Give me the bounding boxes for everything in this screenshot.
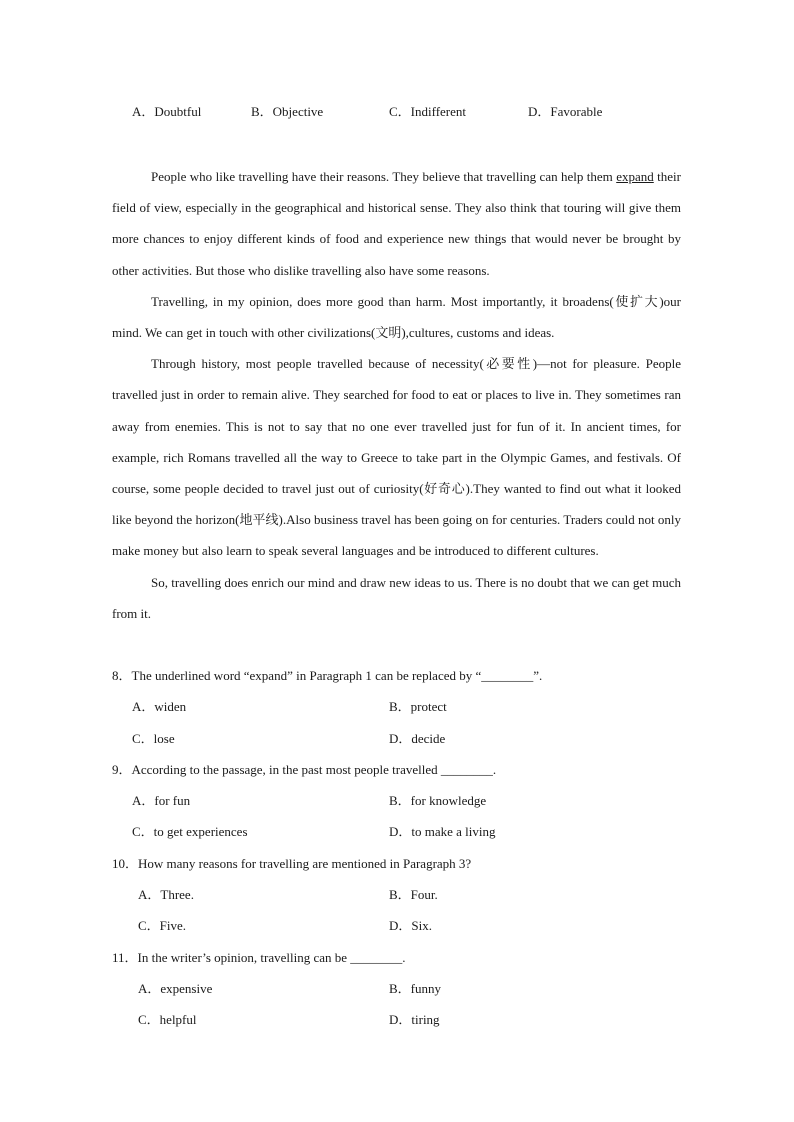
option-a: A．for fun	[132, 793, 191, 809]
option-a: A．Three.	[138, 887, 194, 903]
option-row	[112, 973, 681, 1004]
option-c: C．helpful	[138, 1012, 197, 1028]
option-a: A．Doubtful	[132, 104, 202, 119]
option-row	[112, 910, 681, 941]
paragraph-1	[112, 161, 681, 286]
paragraph-4: So, travelling does enrich our mind and draw new ideas to us. There is no doubt that we can get much from it.	[112, 574, 681, 621]
option-row	[112, 691, 681, 722]
option-c: C．Indifferent	[389, 104, 467, 119]
option-d: D．Six.	[389, 918, 432, 934]
option-d: D．decide	[389, 730, 446, 746]
paragraph-2: Travelling, in my opinion, does more good than harm. Most importantly, it broadens(使扩大)our mind. We can get in touch with other civilizations(文明),cultures, customs and ideas.	[112, 293, 681, 341]
question-stem: 9．According to the passage, in the past most people travelled ________.	[112, 761, 497, 777]
question-stem: 11．In the writer’s opinion, travelling can be ________.	[112, 949, 406, 965]
option-d: D．tiring	[389, 1012, 440, 1028]
question-stem: 8．The underlined word “expand” in Paragraph 1 can be replaced by “________”.	[112, 668, 543, 683]
option-row	[112, 1004, 681, 1035]
paragraph-3: Through history, most people travelled because of necessity(必要性)—not for pleasure. People travelled just in order to remain alive. They searched for food to eat or places to live in. They sometimes ran away from enemies. This is not to say that no one ever travelled just for fun of it. In ancient times, for example, rich Romans travelled all the way to Greece to take part in the Olympic Games, and festivals. Of course, some people decided to travel just out of curiosity(好奇心).They wanted to find out what it looked like beyond the horizon(地平线).Also business travel has been going on for centuries. Traders could not only make money but also learn to speak several languages and be introduced to different cultures.	[112, 356, 681, 559]
question-stem: 10．How many reasons for travelling are mentioned in Paragraph 3?	[112, 855, 472, 871]
option-d: D．Favorable	[528, 104, 603, 119]
option-d: D．to make a living	[389, 824, 496, 840]
option-a: A．expensive	[138, 980, 213, 996]
option-b: B．protect	[389, 699, 447, 715]
option-a: A．widen	[132, 699, 187, 715]
option-c: C．lose	[132, 730, 175, 746]
option-b: B．for knowledge	[389, 793, 487, 809]
option-b: B．Four.	[389, 887, 438, 903]
option-b: B．Objective	[251, 104, 324, 119]
option-row	[112, 816, 681, 847]
paragraph-1-rest: their field of view, especially in the geographical and historical sense. They also think that touring will give them more chances to enjoy different kinds of food and experience new things that would never be brought by other activities. But those who dislike travelling also have some reasons.	[112, 169, 682, 278]
option-b: B．funny	[389, 980, 442, 996]
paragraph-1-intro: People who like travelling have their reasons. They believe that travelling can help them	[151, 169, 617, 184]
option-c: C．Five.	[138, 918, 187, 934]
reading-passage	[112, 161, 681, 629]
option-row	[112, 723, 681, 754]
question-list	[112, 660, 681, 1036]
option-row	[112, 879, 681, 910]
previous-question-options	[0, 101, 794, 121]
option-row	[112, 785, 681, 816]
underlined-word: expand	[616, 169, 654, 184]
option-c: C．to get experiences	[132, 824, 248, 840]
